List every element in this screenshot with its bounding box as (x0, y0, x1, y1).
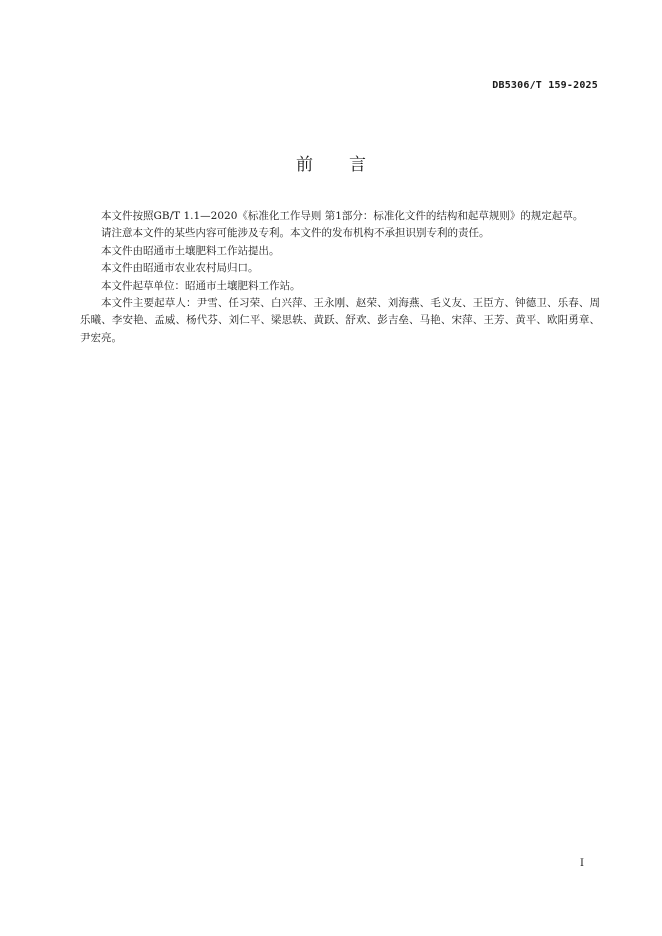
page-title: 前言 (296, 155, 402, 175)
paragraph-drafters: 本文件主要起草人：尹雪、任习荣、白兴萍、王永刚、赵荣、刘海燕、毛义友、王臣方、钟德卫、乐春、周乐曦、李安艳、孟威、杨代芬、刘仁平、梁思轶、黄跃、舒欢、彭吉垒、马艳、宋萍、王芳、黄平、欧阳勇章、尹宏亮。 (80, 297, 600, 344)
foreword-body (80, 208, 600, 347)
paragraph-patent-notice: 请注意本文件的某些内容可能涉及专利。本文件的发布机构不承担识别专利的责任。 (101, 227, 490, 240)
paragraph-drafting-unit: 本文件起草单位：昭通市土壤肥料工作站。 (101, 279, 301, 292)
paragraph-proposer: 本文件由昭通市土壤肥料工作站提出。 (101, 244, 280, 257)
paragraph-administrator: 本文件由昭通市农业农村局归口。 (101, 262, 259, 275)
page-number: I (580, 858, 584, 869)
paragraph-drafting-rules: 本文件按照GB/T 1.1—2020《标准化工作导则 第1部分：标准化文件的结构和起草规则》的规定起草。 (101, 210, 584, 222)
document-code: DB5306/T 159-2025 (492, 80, 598, 91)
